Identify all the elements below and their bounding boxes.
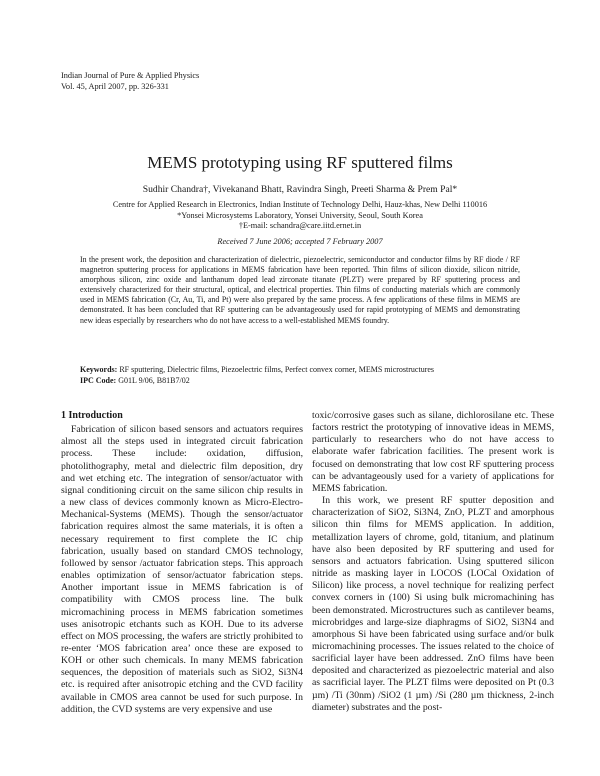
intro-paragraph-1: Fabrication of silicon based sensors and actuators requires almost all the steps used in integrated circuit fabrication process. These include: oxidation, diffusion, photolithography, metal and dielectric film deposition, dry and wet etching etc. The integration of sensor/actuator with signal conditioning circuit on the same silicon chip results in a new class of devices commonly known as Micro-Electro-Mechanical-Systems (MEMS). Though the sensor/actuator fabrication requires almost the same materials, it is often a necessary requirement to first complete the IC chip fabrication, usually based on standard CMOS technology, followed by sensor /actuator fabrication steps. This approach enables optimization of sensor/actuator fabrication steps. Another important issue in MEMS fabrication is of compatibility with CMOS process line. The bulk micromachining process in MEMS fabrication sometimes uses anisotropic etchants such as KOH. Due to its adverse effect on MOS processing, the wafers are strictly prohibited to re-enter ‘MOS fabrication area’ once these are exposed to KOH or other such chemicals. In many MEMS fabrication sequences, the deposition of materials such as SiO2, Si3N4 etc. is required after anisotropic etching and the CVD facility available in CMOS area cannot be used for such purpose. In addition, the CVD systems are very expensive and use [61, 424, 303, 715]
contact-email: †E-mail: schandra@care.iitd.ernet.in [238, 221, 362, 230]
journal-issue: Vol. 45, April 2007, pp. 326-331 [61, 82, 169, 91]
intro-paragraph-2: toxic/corrosive gases such as silane, dichlorosilane etc. These factors restrict the prototyping of innovative ideas in MEMS, particularly to researchers who do not have access to elaborate wafer fabrication facilities. The present work is focused on demonstrating that low cost RF sputtering process can be advantageously used for a variety of applications for MEMS fabrication. [312, 410, 554, 494]
ipc-code: G01L 9/06, B81B7/02 [118, 375, 190, 385]
keywords-block [80, 365, 520, 386]
ipc-line [80, 376, 520, 387]
abstract: In the present work, the deposition and characterization of dielectric, piezoelectric, semiconductor and conductor films by RF diode / RF magnetron sputtering process for applications in MEMS fabrication have been reported. Thin films of silicon dioxide, silicon nitride, amorphous silicon, zinc oxide and lanthanum doped lead zirconate titanate (PLZT) were prepared by RF sputtering process and extensively characterized for their structural, optical, and electrical properties. Thin films of conducting materials which are commonly used in MEMS fabrication (Cr, Au, Ti, and Pt) were also prepared by the same process. A few applications of these films in MEMS are demonstrated. It has been concluded that RF sputtering can be advantageously used for rapid prototyping of MEMS and demonstrating new ideas especially by researchers who do not have access to a well-established MEMS foundry. [80, 255, 520, 325]
received-dates: Received 7 June 2006; accepted 7 February 2007 [217, 237, 383, 246]
intro-paragraph-3: In this work, we present RF sputter deposition and characterization of SiO2, Si3N4, ZnO, PLZT and amorphous silicon thin films for MEMS application. In addition, metallization layers of chrome, gold, titanium, and platinum have also been deposited by RF sputtering and used for sensors and actuators fabrication. Using sputtered silicon nitride as masking layer in LOCOS (LOCal Oxidation of Silicon) like process, a novel technique for realizing perfect convex corners in (100) Si using bulk micromachining has been demonstrated. Microstructures such as cantilever beams, microbridges and large-size diaphragms of SiO2, Si3N4 and amorphous Si have been fabricated using surface and/or bulk micromachining processes. The issues related to the choice of sacrificial layer have been addressed. ZnO films have been deposited and characterized as piezoelectric material and also as sacrificial layer. The PLZT films were deposited on Pt (0.3 µm) /Ti (30nm) /SiO2 (1 µm) /Si (280 µm thickness, 2-inch diameter) substrates and the post- [312, 495, 554, 713]
keywords-text: RF sputtering, Dielectric films, Piezoelectric films, Perfect convex corner, MEMS microstructures [119, 365, 435, 374]
paper-title: MEMS prototyping using RF sputtered films [147, 153, 453, 172]
right-column [312, 410, 554, 714]
affiliations [0, 200, 600, 232]
author-list: Sudhir Chandra†, Vivekanand Bhatt, Ravindra Singh, Preeti Sharma & Prem Pal* [142, 184, 458, 195]
left-column [61, 410, 303, 716]
journal-name: Indian Journal of Pure & Applied Physics [61, 71, 200, 80]
ipc-label: IPC Code: [80, 375, 117, 385]
keywords-label: Keywords: [80, 365, 118, 374]
keywords-line [80, 365, 520, 376]
affiliation-1: Centre for Applied Research in Electronics, Indian Institute of Technology Delhi, Hauz-khas, New Delhi 110016 [112, 200, 488, 209]
affiliation-2: *Yonsei Microsystems Laboratory, Yonsei University, Seoul, South Korea [177, 210, 423, 220]
journal-header [61, 70, 199, 92]
section-heading: 1 Introduction [61, 410, 123, 421]
